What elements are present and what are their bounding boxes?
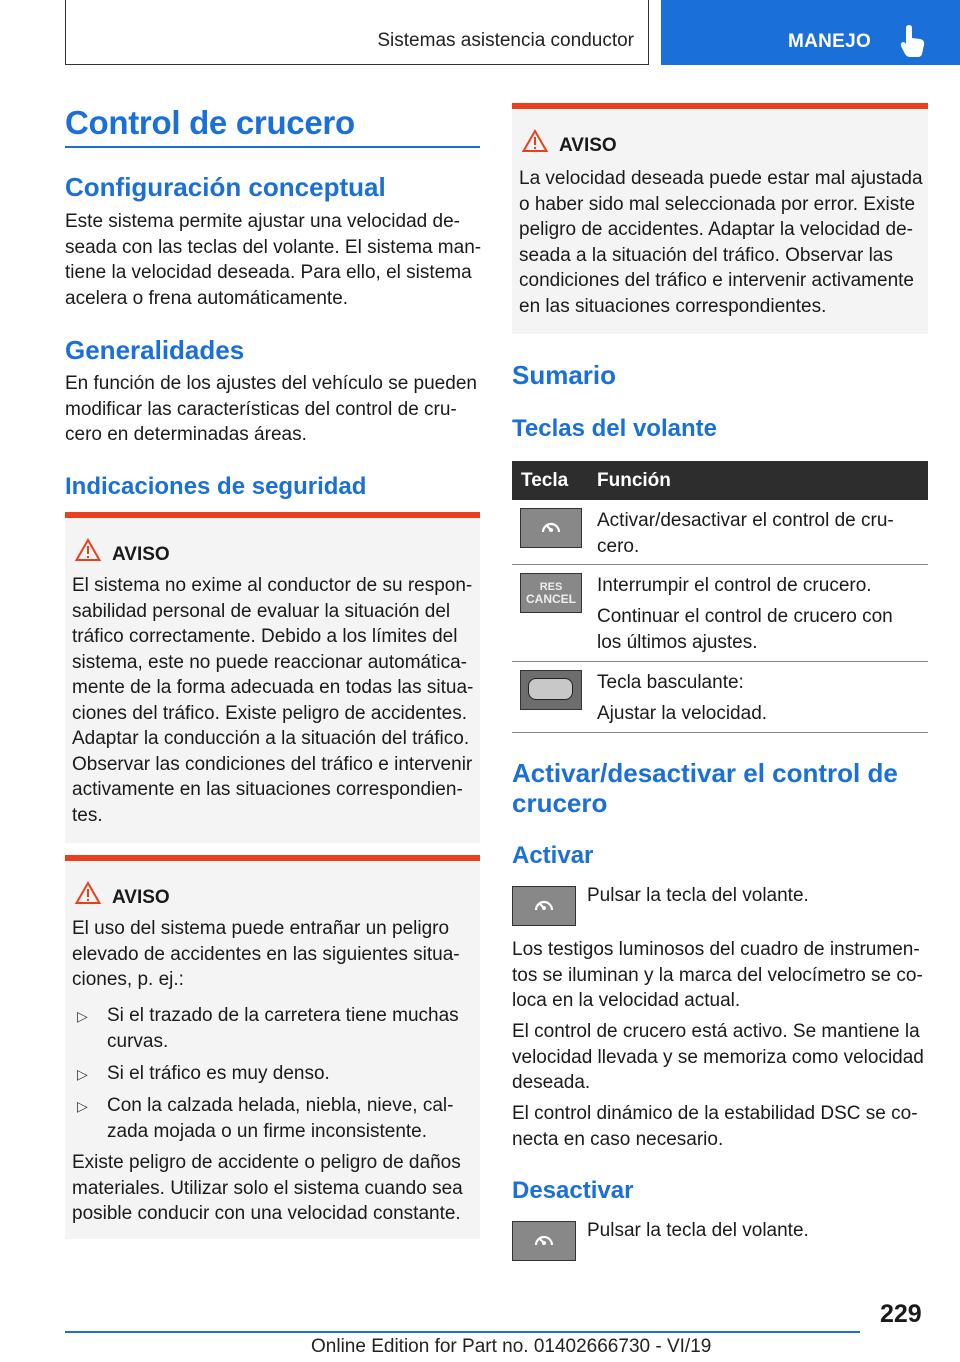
warning-line: activamente en las situaciones correspondien‐ [72,779,463,800]
warning-line: tes. [72,804,103,826]
warning-line: El uso del sistema puede entrañar un peligro [72,918,450,939]
bullet-text: zada mojada o un firme inconsistente. [107,1120,428,1142]
row3-function: Tecla basculante: [597,672,744,693]
cruise-key-image [512,886,576,926]
cruise-control-icon [532,896,556,916]
warning-line: ciones, p. ej.: [72,969,184,990]
row1-function: cero. [597,535,640,557]
row2-function: Interrumpir el control de crucero. [597,575,872,596]
general-line: En función de los ajustes del vehículo se pueden [65,373,477,394]
warning-title: AVISO [559,135,617,156]
res-key-label: RES [539,581,563,593]
header-section-title: Sistemas asistencia conductor [377,30,634,51]
row2-function: Continuar el control de crucero con [597,606,893,627]
warning-line: seada a la situación del tráfico. Observar las [519,244,893,266]
warning-line: o haber sido mal seleccionada por error. Existe [519,193,916,215]
row-divider [512,564,928,565]
rocker-switch-icon [528,678,573,700]
warning-box [512,103,928,334]
activar-line: velocidad llevada y se memoriza como velocidad [512,1046,924,1068]
col-header-key: Tecla [521,470,569,491]
bullet-text: Si el tráfico es muy denso. [107,1063,330,1084]
page-title: Control de crucero [65,104,355,141]
concept-line: Este sistema permite ajustar una velocidad de‐ [65,211,460,232]
heading-activar-title: crucero [512,788,608,818]
footer-rule [65,1331,860,1333]
heading-activar: Activar [512,842,594,869]
activar-line: Los testigos luminosos del cuadro de instrumen‐ [512,939,920,960]
bullet-text: Con la calzada helada, niebla, nieve, cal‐ [107,1095,454,1116]
res-cancel-key-image [520,573,582,613]
concept-line: tiene la velocidad deseada. Para ello, el sistema [65,262,472,283]
warning-line: Observar las condiciones del tráfico e intervenir [72,753,473,775]
activar-line: loca en la velocidad actual. [512,990,741,1011]
activar-line: El control de crucero está activo. Se mantiene la [512,1021,920,1042]
heading-activar-title: Activar/desactivar el control de [512,758,898,788]
row2-function: los últimos ajustes. [597,631,758,653]
warning-line: mente de la forma adecuada en todas las situa‐ [72,677,474,698]
warning-triangle-icon [75,881,101,905]
warning-line: tráfico correctamente. Debido a los límites del [72,626,458,647]
footer-edition: Online Edition for Part no. 01402666730 - VI/19 [311,1336,712,1357]
heading-sumario: Sumario [512,360,617,390]
cruise-control-icon [539,518,563,538]
warning-line: Existe peligro de accidente o peligro de daños [72,1152,461,1173]
warning-line: peligro de accidentes. Adaptar la velocidad de‐ [519,219,913,240]
heading-desactivar: Desactivar [512,1177,634,1204]
cruise-control-icon [532,1231,556,1251]
general-line: modificar las características del control de cru‐ [65,398,457,420]
row1-function: Activar/desactivar el control de cru‐ [597,510,894,531]
warning-line: materiales. Utilizar solo el sistema cuando sea [72,1177,463,1199]
title-rule [65,146,480,148]
bullet-marker: ▷ [77,1066,88,1082]
activar-line: tos se iluminan y la marca del velocímetro se co‐ [512,964,923,986]
page-number: 229 [880,1300,922,1328]
cancel-key-label: CANCEL [526,592,576,606]
activar-line: deseada. [512,1072,591,1093]
warning-line: El sistema no exime al conductor de su respon‐ [72,575,473,596]
bullet-text: curvas. [107,1030,169,1052]
press-key-text: Pulsar la tecla del volante. [587,885,809,906]
warning-line: elevado de accidentes en las siguientes situa‐ [72,943,460,965]
hand-icon [900,25,926,57]
warning-line: La velocidad deseada puede estar mal ajustada [519,168,923,189]
warning-triangle-icon [75,538,101,562]
row-divider [512,661,928,662]
activar-line: necta en caso necesario. [512,1128,724,1150]
bullet-marker: ▷ [77,1008,88,1024]
warning-line: en las situaciones correspondientes. [519,295,827,317]
warning-title: AVISO [112,544,170,565]
row-divider [512,732,928,733]
cruise-key-image [512,1221,576,1261]
header-section-box [65,0,649,65]
col-header-function: Función [597,470,671,491]
press-key-text: Pulsar la tecla del volante. [587,1220,809,1241]
heading-safety: Indicaciones de seguridad [65,473,367,500]
warning-line: Adaptar la conducción a la situación del tráfico. [72,728,470,749]
concept-line: acelera o frena automáticamente. [65,287,349,309]
warning-title: AVISO [112,887,170,908]
general-line: cero en determinadas áreas. [65,424,307,445]
table-header [512,461,928,500]
warning-line: sistema, este no puede reaccionar automática‐ [72,651,467,673]
warning-line: ciones del tráfico. Existe peligro de accidentes. [72,702,467,724]
concept-line: seada con las teclas del volante. El sistema man‐ [65,236,482,258]
warning-box [65,512,480,843]
bullet-marker: ▷ [77,1098,88,1114]
header-chapter-tab[interactable] [661,0,960,65]
warning-line: posible conducir con una velocidad constante. [72,1203,461,1224]
header-chapter-label: MANEJO [788,31,872,52]
warning-box [65,855,480,1239]
cruise-key-image [520,508,582,548]
warning-line: sabilidad personal de evaluar la situación del [72,600,451,622]
bullet-text: Si el trazado de la carretera tiene muchas [107,1005,459,1026]
warning-triangle-icon [522,129,548,153]
row3-function: Ajustar la velocidad. [597,703,768,724]
rocker-key-image [520,670,582,710]
warning-line: condiciones del tráfico e intervenir activamente [519,270,914,291]
heading-teclas: Teclas del volante [512,415,717,442]
heading-general: Generalidades [65,335,245,365]
heading-concept: Configuración conceptual [65,172,386,202]
activar-line: El control dinámico de la estabilidad DSC se co‐ [512,1103,918,1124]
